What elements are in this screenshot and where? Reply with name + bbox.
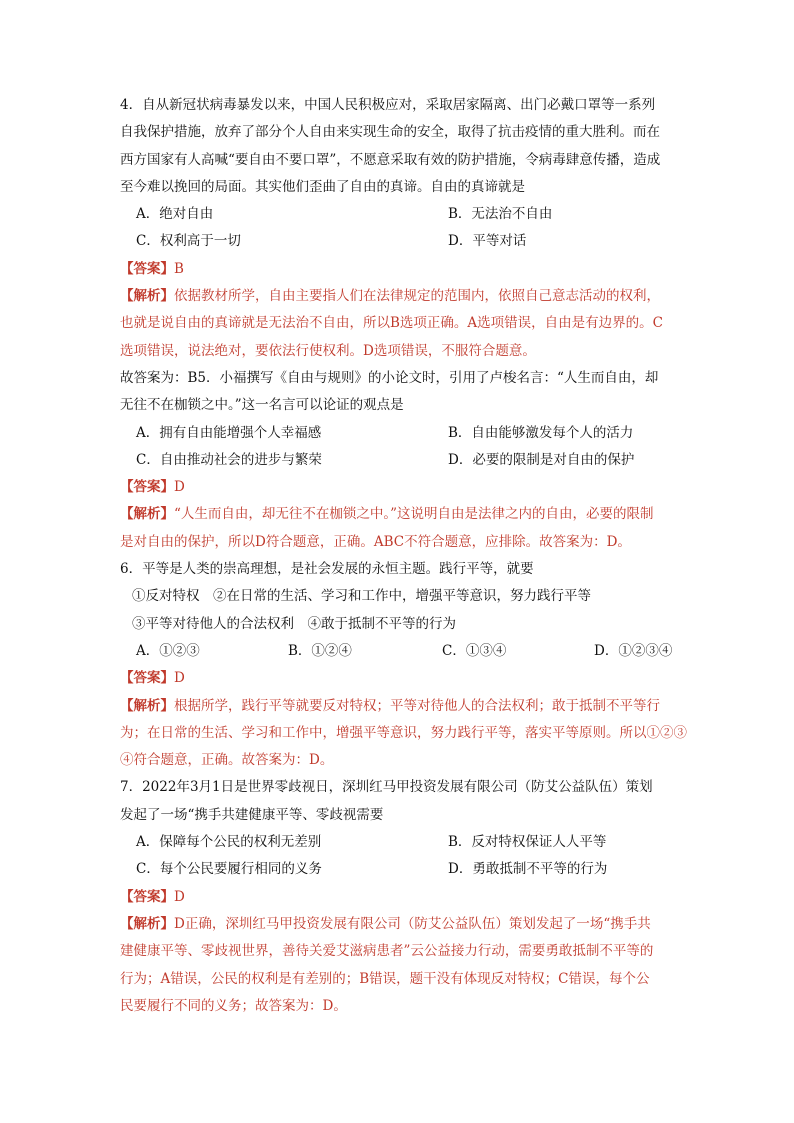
analysis-text: 行为；A错误，公民的权利是有差别的；B错误，题干没有体现反对特权；C错误，每个公 bbox=[120, 970, 650, 987]
option-b: B．反对特权保证人人平等 bbox=[448, 834, 607, 851]
analysis-text: 依据教材所学，自由主要指人们在法律规定的范围内，依照自己意志活动的权利， bbox=[174, 288, 660, 305]
question-stem-line: 至今难以挽回的局面。其实他们歪曲了自由的真谛。自由的真谛就是 bbox=[120, 178, 525, 195]
answer-line bbox=[120, 256, 680, 283]
option-c: C．每个公民要履行相同的义务 bbox=[136, 861, 322, 878]
options-row bbox=[120, 829, 680, 856]
final-answer: 故答案为：B bbox=[120, 369, 198, 386]
question-stem-line: 4．自从新冠状病毒暴发以来，中国人民积极应对，采取居家隔离、出门必戴口罩等一系列 bbox=[120, 97, 656, 113]
answer-value: D bbox=[174, 479, 185, 496]
analysis-label: 【解析】 bbox=[120, 915, 174, 932]
option-d: D．平等对话 bbox=[448, 233, 527, 250]
answer-line bbox=[120, 884, 680, 911]
analysis-text: 民要履行不同的义务；故答案为：D。 bbox=[120, 997, 347, 1014]
option-b: B．自由能够激发每个人的活力 bbox=[448, 424, 634, 441]
answer-label: 【答案】 bbox=[120, 670, 174, 687]
question-stem-line: 发起了一场“携手共建健康平等、零歧视需要 bbox=[120, 806, 384, 823]
question-stem-line: 自我保护措施，放弃了部分个人自由来实现生命的安全，取得了抗击疫情的重大胜利。而在 bbox=[120, 124, 660, 141]
options-row bbox=[120, 856, 680, 883]
option-a: A．拥有自由能增强个人幸福感 bbox=[136, 424, 322, 441]
option-c: C．①③④ bbox=[442, 642, 507, 659]
option-c: C．权利高于一切 bbox=[136, 233, 241, 250]
options-row bbox=[120, 447, 680, 474]
analysis-text: ④符合题意，正确。故答案为：D。 bbox=[120, 752, 334, 769]
option-d: D．必要的限制是对自由的保护 bbox=[448, 451, 635, 468]
analysis-text: 也就是说自由的真谛就是无法治不自由，所以B选项正确。A选项错误，自由是有边界的。C bbox=[120, 315, 663, 332]
analysis-text: 选项错误，说法绝对，要依法行使权利。D选项错误，不服符合题意。 bbox=[120, 342, 536, 359]
option-d: D．勇敢抵制不平等的行为 bbox=[448, 861, 608, 878]
answer-line bbox=[120, 474, 680, 501]
question-stem-text: 5．小福撰写《自由与规则》的小论文时，引用了卢梭名言：“人生而自由，却 bbox=[197, 369, 659, 386]
analysis-text: 根据所学，践行平等就要反对特权；平等对待他人的合法权利；敢于抵制不平等行 bbox=[174, 697, 660, 714]
option-a: A．保障每个公民的权利无差别 bbox=[136, 834, 322, 851]
option-b: B．①②④ bbox=[288, 642, 352, 659]
analysis-line bbox=[120, 693, 680, 720]
answer-value: D bbox=[174, 670, 185, 687]
question-item-line: ①反对特权 ②在日常的生活、学习和工作中，增强平等意识，努力践行平等 bbox=[132, 588, 591, 605]
options-row bbox=[120, 420, 680, 447]
option-c: C．自由推动社会的进步与繁荣 bbox=[136, 451, 322, 468]
analysis-text: “人生而自由，却无往不在枷锁之中。”这说明自由是法律之内的自由，必要的限制 bbox=[174, 506, 654, 523]
analysis-label: 【解析】 bbox=[120, 288, 174, 305]
question-stem-line: 6．平等是人类的崇高理想，是社会发展的永恒主题。践行平等，就要 bbox=[120, 561, 534, 578]
analysis-line bbox=[120, 501, 680, 528]
option-b: B．无法治不自由 bbox=[448, 206, 553, 223]
option-d: D．①②③④ bbox=[594, 642, 673, 659]
question-stem-line: 无往不在枷锁之中。”这一名言可以论证的观点是 bbox=[120, 397, 404, 414]
answer-label: 【答案】 bbox=[120, 479, 174, 496]
options-row bbox=[120, 228, 680, 255]
option-a: A．绝对自由 bbox=[136, 206, 214, 223]
question-4 bbox=[120, 92, 680, 365]
analysis-text: 为；在日常的生活、学习和工作中，增强平等意识，努力践行平等，落实平等原则。所以①②③ bbox=[120, 724, 687, 741]
question-6 bbox=[120, 556, 687, 774]
question-stem-line bbox=[120, 365, 680, 392]
analysis-text: 建健康平等、零歧视世界，善待关爱艾滋病患者”云公益接力行动，需要勇敢抵制不平等的 bbox=[120, 943, 654, 960]
analysis-line bbox=[120, 283, 680, 310]
answer-line bbox=[120, 665, 680, 692]
analysis-line bbox=[120, 911, 680, 938]
analysis-label: 【解析】 bbox=[120, 506, 174, 523]
answer-value: B bbox=[174, 260, 184, 277]
analysis-text: 是对自由的保护，所以D符合题意，正确。ABC不符合题意，应排除。故答案为：D。 bbox=[120, 533, 631, 550]
question-5 bbox=[120, 365, 680, 556]
analysis-text: D正确，深圳红马甲投资发展有限公司（防艾公益队伍）策划发起了一场“携手共 bbox=[174, 915, 651, 932]
document-page bbox=[120, 92, 687, 1020]
answer-label: 【答案】 bbox=[120, 888, 174, 905]
analysis-label: 【解析】 bbox=[120, 697, 174, 714]
question-stem-line: 西方国家有人高喊“要自由不要口罩”，不愿意采取有效的防护措施，令病毒肆意传播，造成 bbox=[120, 151, 661, 168]
answer-label: 【答案】 bbox=[120, 260, 174, 277]
question-stem-line: 7．2022年3月1日是世界零歧视日，深圳红马甲投资发展有限公司（防艾公益队伍）策划 bbox=[120, 779, 653, 796]
answer-value: D bbox=[174, 888, 185, 905]
options-row bbox=[120, 201, 680, 228]
question-7 bbox=[120, 774, 680, 1020]
option-a: A．①②③ bbox=[136, 642, 200, 659]
options-row bbox=[120, 638, 680, 665]
question-item-line: ③平等对待他人的合法权利 ④敢于抵制不平等的行为 bbox=[132, 615, 456, 632]
